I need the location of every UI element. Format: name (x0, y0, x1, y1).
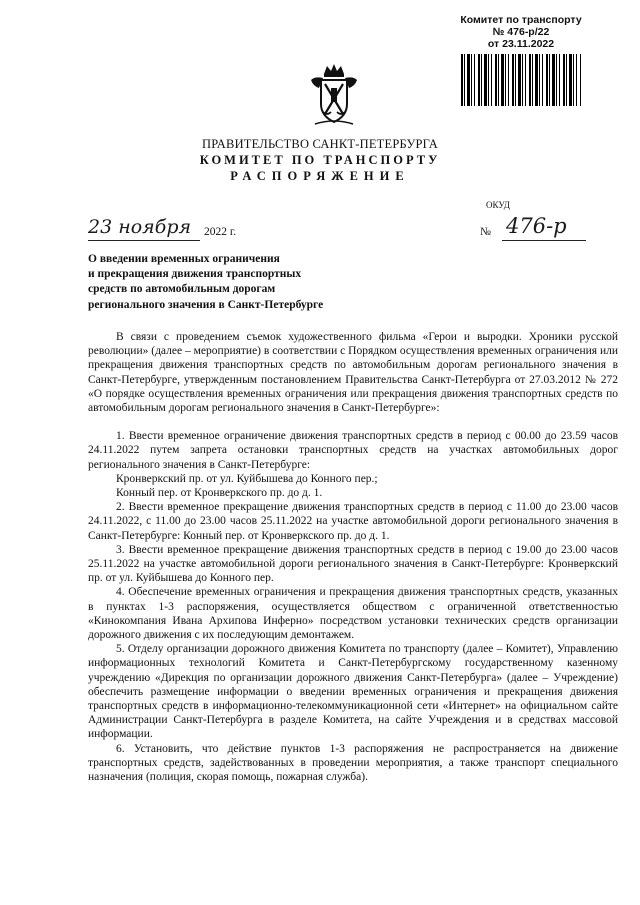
document-type-heading: РАСПОРЯЖЕНИЕ (230, 169, 410, 183)
number-underline (502, 240, 586, 241)
preamble-paragraph: В связи с проведением съемок художественного фильма «Герои и выродки. Хроники русской революции» (далее – мероприятие) в соответствии с Порядком осуществления временных ограничения или прекращения движения транспортных средств по автомобильным дорогам регионального значения в Санкт-Петербурге, утвержденным постановлением Правительства Санкт-Петербурга от 27.03.2012 № 272 «О порядке осуществления временных ограничения или прекращения движения транспортных средств по автомобильным дорогам регионального значения в Санкт-Петербурге»: (88, 331, 618, 415)
barcode (461, 54, 581, 106)
title-line: и прекращения движения транспортных (88, 268, 302, 281)
road-section-2: Конный пер. от Кронверкского пр. до д. 1. (116, 487, 323, 500)
paragraph-item-4: 4. Обеспечение временных ограничения и прекращения движения транспортных средств, указанных в пунктах 1-3 распоряжения, осуществляется обществом с ограниченной ответственностью «Кинокомпания Ивана Архипова Инферно» посредством установки технических средств организации дорожного движения с их последующим демонтажем. (88, 586, 618, 642)
document-body (88, 330, 618, 784)
paragraph-item-1: 1. Ввести временное ограничение движения транспортных средств в период с 00.00 до 23.59 часов 24.11.2022 путем запрета остановки транспортных средств на участках автомобильных дорог регионального значения в Санкт-Петербурге: (88, 430, 618, 471)
paragraph-item-3: 3. Ввести временное прекращение движения транспортных средств в период с 19.00 до 23.00 часов 25.11.2022 на участке автомобильной дороги регионального значения в Санкт-Петербурге: Кронверкский пр. от ул. Куйбышева до Конного пер. (88, 543, 618, 585)
okud-label: ОКУД (486, 200, 510, 210)
document-title (88, 252, 388, 313)
registration-stamp (446, 14, 596, 106)
number-sign: № (480, 226, 491, 238)
document-date (88, 216, 268, 244)
road-section-1: Кронверкский пр. от ул. Куйбышева до Конного пер.; (116, 472, 378, 485)
stamp-line-date: от 23.11.2022 (487, 38, 555, 50)
date-year: 2022 г. (204, 226, 237, 238)
government-heading: ПРАВИТЕЛЬСТВО САНКТ-ПЕТЕРБУРГА (202, 137, 438, 151)
title-line: регионального значения в Санкт-Петербурге (88, 298, 324, 311)
date-handwritten: 23 ноября (88, 216, 192, 238)
document-number (480, 216, 590, 244)
title-line: О введении временных ограничения (88, 253, 280, 265)
paragraph-item-2: 2. Ввести временное прекращение движения транспортных средств в период с 11.00 до 23.00 часов 24.11.2022, с 11.00 до 23.00 часов 25.11.2022 на участке автомобильной дороги регионального значения в Санкт-Петербурге: Конный пер. от Кронверкского пр. до д. 1. (88, 501, 618, 542)
number-handwritten: 476-р (506, 214, 567, 238)
stamp-line-number: № 476-р/22 (492, 26, 550, 38)
paragraph-item-5: 5. Отделу организации дорожного движения Комитета по транспорту (далее – Комитет), Управлению информационных технологий Комитета и Санкт-Петербургскому государственному казенному учреждению «Дирекция по организации дорожного движения Санкт-Петербурга» (далее – Учреждение) обеспечить размещение информации о введении временных ограничения и прекращения движения транспортных средств в информационно-телекоммуникационной сети «Интернет» на официальном сайте Администрации Санкт-Петербурга в разделе Комитета, на сайте Учреждения и в средствах массовой информации. (88, 643, 618, 741)
coat-of-arms-icon (305, 62, 363, 128)
title-line: средств по автомобильным дорогам (88, 283, 276, 296)
stamp-line-committee: Комитет по транспорту (460, 14, 582, 26)
committee-heading: КОМИТЕТ ПО ТРАНСПОРТУ (199, 153, 441, 167)
date-underline (88, 240, 200, 241)
paragraph-item-6: 6. Установить, что действие пунктов 1-3 распоряжения не распространяется на движение транспортных средств, задействованных в проведении мероприятия, а также транспорт специального назначения (полиция, скорая помощь, пожарная служба). (88, 742, 618, 784)
